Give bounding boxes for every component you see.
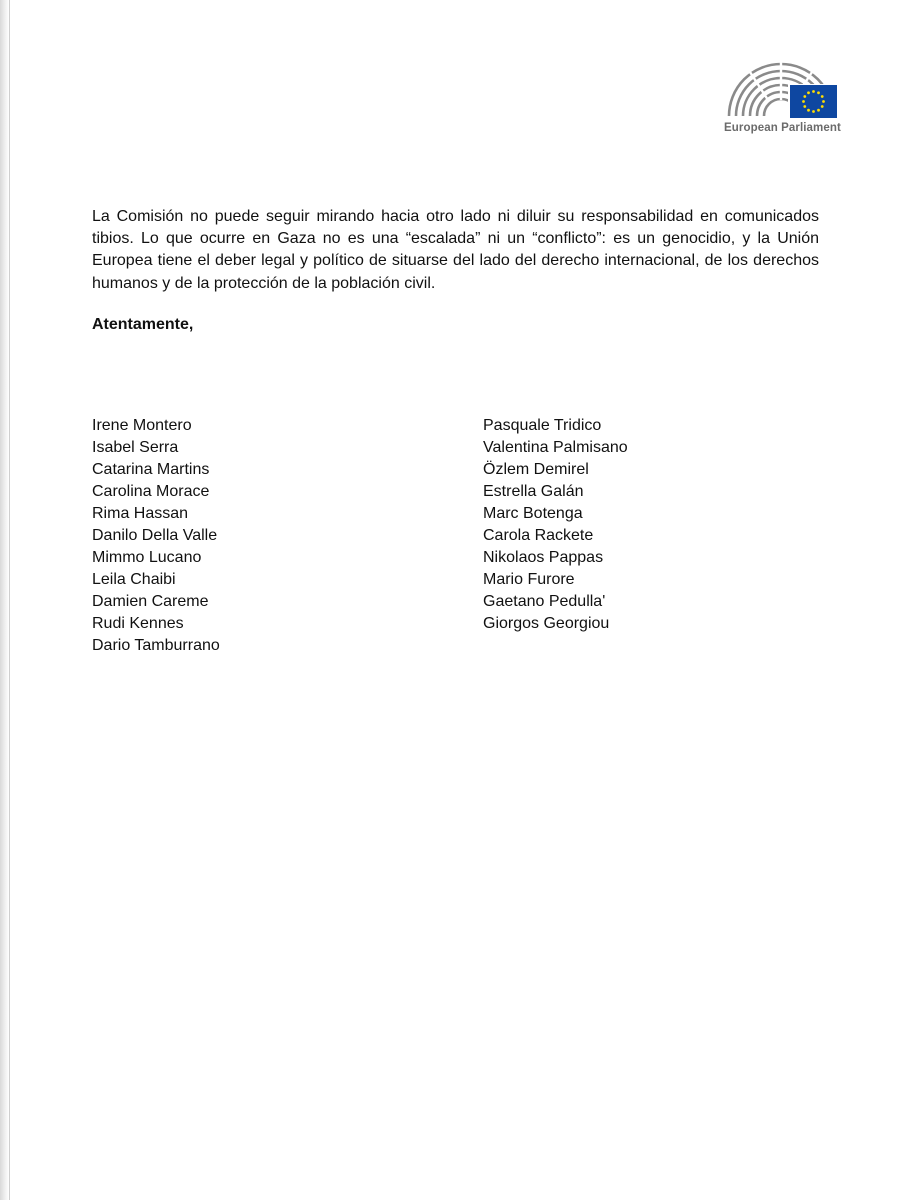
signatory-name: Carola Rackete: [483, 527, 594, 544]
signatory-name: Rima Hassan: [92, 505, 189, 522]
signatory-name: Mimmo Lucano: [92, 549, 202, 566]
signatory-name: Özlem Demirel: [483, 461, 589, 478]
signatory-name: Gaetano Pedulla': [483, 593, 606, 610]
hemicycle-eu-flag-icon: [726, 54, 840, 120]
signatory-name: Catarina Martins: [92, 461, 210, 478]
page-edge-line: [9, 0, 10, 1200]
signatories-right-column: [483, 415, 628, 635]
signatory-name: Nikolaos Pappas: [483, 549, 604, 566]
signatory-name: Dario Tamburrano: [92, 637, 220, 654]
signatory-name: Carolina Morace: [92, 483, 210, 500]
signatory-name: Marc Botenga: [483, 505, 583, 522]
signatory-name: Irene Montero: [92, 417, 192, 434]
signatory-name: Pasquale Tridico: [483, 417, 602, 434]
signatory-name: Isabel Serra: [92, 439, 179, 456]
signatory-name: Danilo Della Valle: [92, 527, 218, 544]
letter-closing: Atentamente,: [92, 316, 194, 333]
signatory-name: Valentina Palmisano: [483, 439, 628, 456]
european-parliament-logo: [722, 52, 844, 142]
letter-paragraph: La Comisión no puede seguir mirando hacia otro lado ni diluir su responsabilidad en comunicados tibios. Lo que ocurre en Gaza no es una “escalada” ni un “conflicto”: es un genocidio, y la Unión Europea tiene el deber legal y político de situarse del lado del derecho internacional, de los derechos humanos y de la protección de la población civil.: [92, 208, 819, 292]
signatories-left-column: [92, 415, 220, 657]
signatory-name: Giorgos Georgiou: [483, 615, 610, 632]
signatory-name: Mario Furore: [483, 571, 575, 588]
signatory-name: Estrella Galán: [483, 483, 584, 500]
logo-wordmark: European Parliament: [724, 122, 841, 134]
signatory-name: Damien Careme: [92, 593, 209, 610]
page-edge-shadow: [0, 0, 9, 1200]
signatory-name: Leila Chaibi: [92, 571, 176, 588]
signatory-name: Rudi Kennes: [92, 615, 184, 632]
